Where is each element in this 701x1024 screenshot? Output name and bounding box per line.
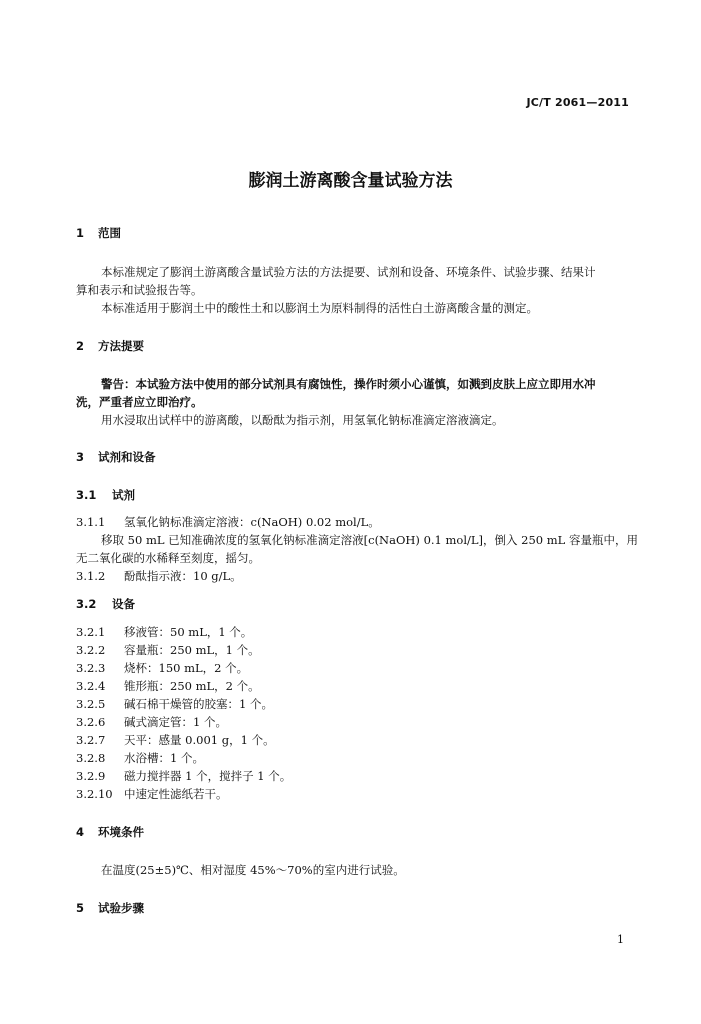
list-item: 3.2.4 锥形瓶：250 mL，2 个。	[76, 679, 260, 693]
list-item: 3.2.3 烧杯：150 mL，2 个。	[76, 661, 249, 675]
section-3-1-heading: 3.1 试剂	[76, 488, 135, 502]
item-3-1-1-detail: 移取 50 mL 已知准确浓度的氢氧化钠标准滴定溶液[c(NaOH) 0.1 mol/L]，倒入 250 mL 容量瓶中，用	[101, 533, 638, 547]
section-3-heading: 3 试剂和设备	[76, 450, 156, 464]
list-item: 3.2.9 磁力搅拌器 1 个，搅拌子 1 个。	[76, 769, 292, 783]
item-3-1-1: 3.1.1 氢氧化钠标准滴定溶液：c(NaOH) 0.02 mol/L。	[76, 515, 380, 529]
section-1-heading: 1 范围	[76, 226, 121, 240]
warning-text-cont: 洗，严重者应立即治疗。	[76, 395, 203, 409]
section-4-paragraph: 在温度(25±5)℃、相对湿度 45%～70%的室内进行试验。	[101, 863, 405, 877]
section-4-heading: 4 环境条件	[76, 825, 144, 839]
section-3-2-heading: 3.2 设备	[76, 597, 135, 611]
section-1-paragraph-1: 本标准规定了膨润土游离酸含量试验方法的方法提要、试剂和设备、环境条件、试验步骤、结果计	[101, 265, 596, 279]
standard-code: JC/T 2061—2011	[526, 96, 629, 109]
list-item: 3.2.10 中速定性滤纸若干。	[76, 787, 228, 801]
section-2-paragraph: 用水浸取出试样中的游离酸，以酚酞为指示剂，用氢氧化钠标准滴定溶液滴定。	[101, 413, 504, 427]
page-number: 1	[617, 933, 624, 946]
list-item: 3.2.5 碱石棉干燥管的胶塞：1 个。	[76, 697, 273, 711]
document-title: 膨润土游离酸含量试验方法	[248, 171, 453, 191]
item-3-1-1-detail-cont: 无二氧化碳的水稀释至刻度，摇匀。	[76, 551, 260, 565]
item-3-1-2: 3.1.2 酚酞指示液：10 g/L。	[76, 569, 242, 583]
list-item: 3.2.7 天平：感量 0.001 g，1 个。	[76, 733, 275, 747]
list-item: 3.2.8 水浴槽：1 个。	[76, 751, 204, 765]
section-2-heading: 2 方法提要	[76, 339, 144, 353]
warning-text: 警告：本试验方法中使用的部分试剂具有腐蚀性，操作时须小心谨慎，如溅到皮肤上应立即用水冲	[101, 377, 596, 391]
section-1-paragraph-1-cont: 算和表示和试验报告等。	[76, 283, 203, 297]
list-item: 3.2.2 容量瓶：250 mL，1 个。	[76, 643, 260, 657]
section-5-heading: 5 试验步骤	[76, 901, 144, 915]
section-1-paragraph-2: 本标准适用于膨润土中的酸性土和以膨润土为原料制得的活性白土游离酸含量的测定。	[101, 301, 538, 315]
list-item: 3.2.6 碱式滴定管：1 个。	[76, 715, 227, 729]
list-item: 3.2.1 移液管：50 mL，1 个。	[76, 625, 253, 639]
